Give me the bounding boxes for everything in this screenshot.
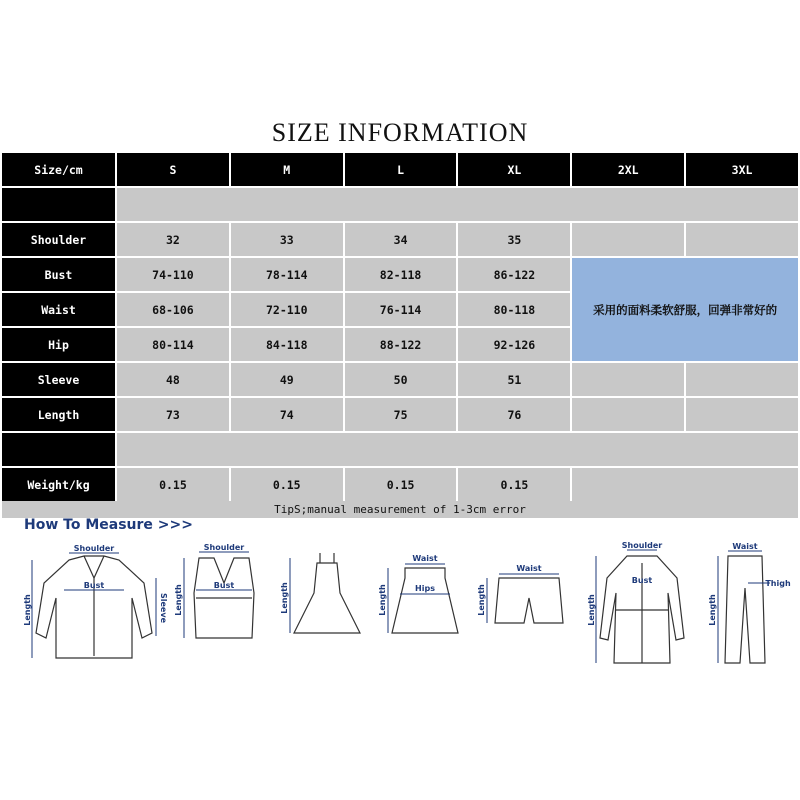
table-cell [686,398,798,431]
thigh-label: Thigh [765,579,791,588]
table-cell [572,223,684,256]
row-label-hip: Hip [2,328,115,361]
table-cell: 84-118 [231,328,343,361]
table-cell: 74 [231,398,343,431]
table-row [2,468,798,501]
row-label-shoulder: Shoulder [2,223,115,256]
coat-diagram [587,538,692,688]
length-label: Length [587,594,596,626]
size-header-2xl: 2XL [572,153,684,186]
bust-label: Bust [631,576,653,585]
table-cell: 0.15 [345,468,457,501]
measurement-tip: TipS;manual measurement of 1-3cm error [2,501,798,518]
row-label-length: Length [2,398,115,431]
table-row [2,223,798,256]
size-header-row [2,153,798,186]
table-cell: 75 [345,398,457,431]
table-cell: 49 [231,363,343,396]
table-cell [686,363,798,396]
table-cell: 80-114 [117,328,229,361]
table-cell [572,363,684,396]
bust-label: Bust [213,581,235,590]
table-cell: 33 [231,223,343,256]
table-row [2,398,798,431]
corner-cell: Size/cm [2,153,115,186]
waist-label: Waist [516,564,542,573]
table-row [2,363,798,396]
dress-diagram [282,538,372,688]
shorts-diagram [479,538,579,688]
tank-top-diagram [174,538,274,688]
table-cell: 0.15 [458,468,570,501]
length-label: Length [477,584,486,616]
table-cell: 32 [117,223,229,256]
page-title: SIZE INFORMATION [271,118,529,147]
fabric-note: 采用的面料柔软舒服，回弹非常好的 [572,258,798,361]
table-cell: 34 [345,223,457,256]
table-cell: 82-118 [345,258,457,291]
size-header-m: M [231,153,343,186]
hips-label: Hips [415,584,435,593]
table-cell: 76-114 [345,293,457,326]
length-label: Length [23,594,32,626]
table-row [2,258,798,291]
sleeve-label: Sleeve [159,593,168,623]
table-cell: 86-122 [458,258,570,291]
table-cell: 92-126 [458,328,570,361]
table-cell: 80-118 [458,293,570,326]
table-cell: 76 [458,398,570,431]
length-label: Length [280,582,289,614]
length-label: Length [708,594,717,626]
size-header-l: L [345,153,457,186]
length-label: Length [378,584,387,616]
blouse-diagram [23,538,168,688]
size-header-s: S [117,153,229,186]
empty-cell [117,433,798,466]
size-table [0,151,800,503]
waist-label: Waist [412,554,438,563]
spacer-row [2,188,798,221]
row-label-sleeve: Sleeve [2,363,115,396]
row-label-bust: Bust [2,258,115,291]
table-cell: 35 [458,223,570,256]
empty-cell [117,188,798,221]
skirt-diagram [380,538,470,688]
table-cell [572,398,684,431]
row-label-waist: Waist [2,293,115,326]
table-cell: 88-122 [345,328,457,361]
shoulder-label: Shoulder [73,544,115,553]
pants-diagram [710,538,790,688]
table-cell: 51 [458,363,570,396]
table-cell: 74-110 [117,258,229,291]
row-label-weight: Weight/kg [2,468,115,501]
empty-cell [572,468,798,501]
shoulder-label: Shoulder [203,543,245,552]
spacer-row [2,433,798,466]
table-cell: 48 [117,363,229,396]
row-label [2,188,115,221]
table-cell: 68-106 [117,293,229,326]
table-cell: 78-114 [231,258,343,291]
length-label: Length [174,584,183,616]
bust-label: Bust [83,581,105,590]
table-cell: 0.15 [231,468,343,501]
table-cell: 50 [345,363,457,396]
table-cell: 73 [117,398,229,431]
size-header-xl: XL [458,153,570,186]
measure-illustrations [24,538,800,688]
table-cell [686,223,798,256]
waist-label: Waist [732,542,758,551]
row-label [2,433,115,466]
table-cell: 0.15 [117,468,229,501]
size-header-3xl: 3XL [686,153,798,186]
how-to-measure-heading: How To Measure >>> [24,517,193,533]
table-cell: 72-110 [231,293,343,326]
shoulder-label: Shoulder [621,541,663,550]
